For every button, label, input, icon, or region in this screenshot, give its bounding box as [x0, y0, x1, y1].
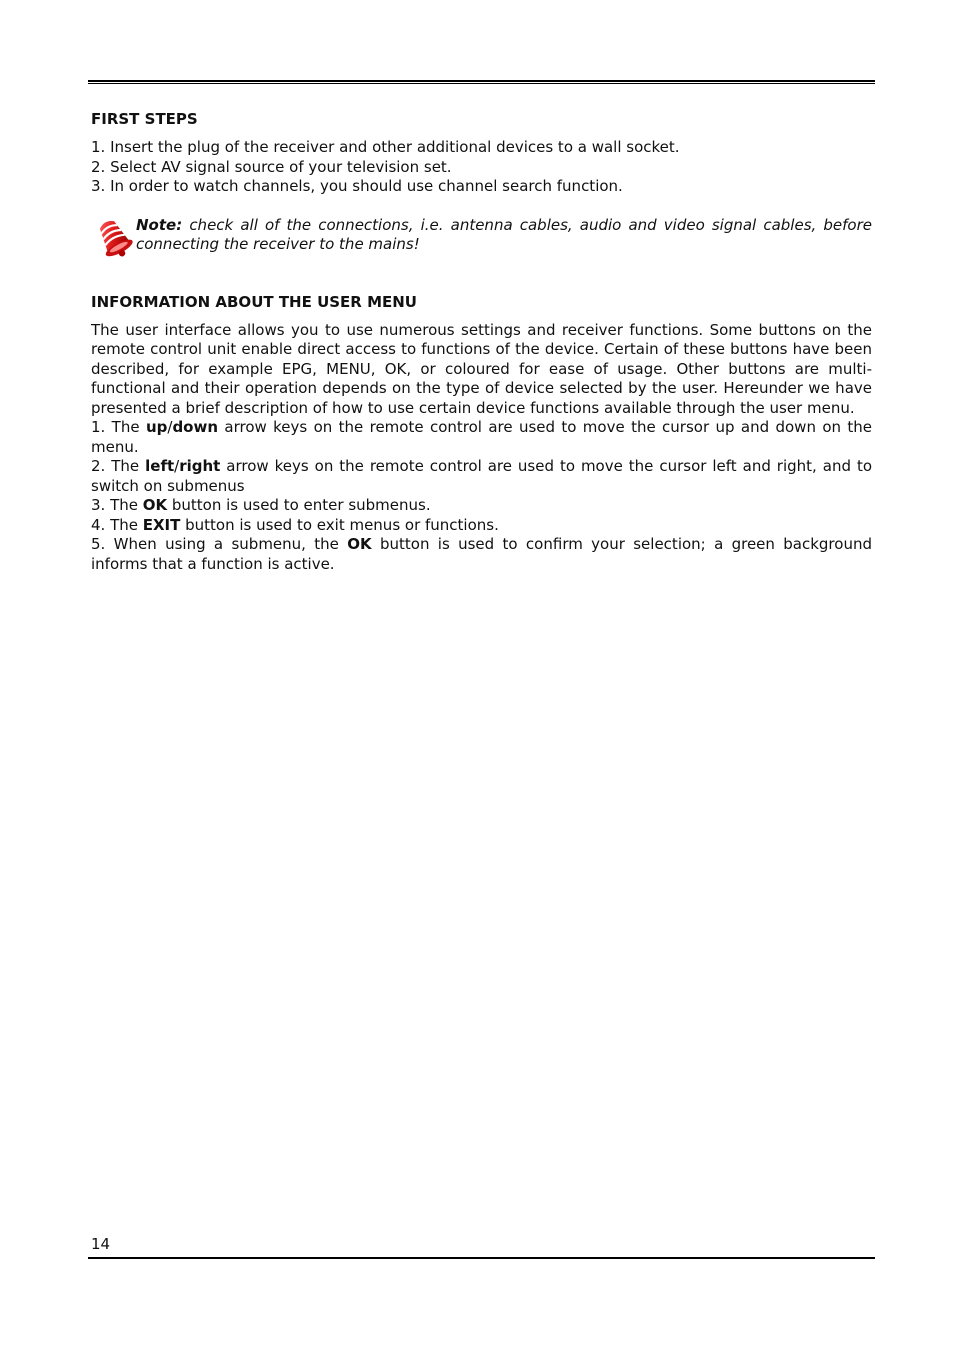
- section-heading-user-menu: INFORMATION ABOUT THE USER MENU: [91, 292, 417, 311]
- key-name: OK: [347, 535, 372, 553]
- list-item: 4. The EXIT button is used to exit menus or functions.: [91, 515, 499, 534]
- user-menu-items: [91, 418, 872, 574]
- user-menu-intro: The user interface allows you to use numerous settings and receiver functions. Some buttons on the remote control unit enable direct access to functions of the device. Certain of these buttons have been described, for example EPG, MENU, OK, or coloured for ease of usage. Other buttons are multi-functional and their operation depends on the type of device selected by the user. Hereunder we have presented a brief description of how to use certain device functions available through the user menu.: [91, 320, 872, 417]
- key-name: right: [179, 457, 221, 475]
- footer-rule: [88, 1257, 875, 1259]
- key-name: down: [172, 418, 219, 436]
- note-label: Note:: [136, 215, 183, 234]
- list-item: 2. The left/right arrow keys on the remote control are used to move the cursor left and right, and to switch on submenus: [91, 457, 873, 495]
- page-content: [91, 109, 872, 574]
- first-steps-list: [91, 138, 872, 197]
- page-number: 14: [91, 1235, 111, 1253]
- key-name: up: [145, 418, 168, 436]
- list-item: 2. Select AV signal source of your television set.: [91, 157, 452, 176]
- list-item: 3. In order to watch channels, you should use channel search function.: [91, 177, 623, 195]
- note-box: [91, 216, 872, 268]
- list-item: 5. When using a submenu, the OK button is used to confirm your selection; a green background informs that a function is active.: [91, 535, 872, 573]
- list-item: 1. Insert the plug of the receiver and other additional devices to a wall socket.: [91, 138, 680, 156]
- note-text: [136, 216, 872, 255]
- key-name: EXIT: [142, 515, 181, 534]
- list-item: 3. The OK button is used to enter submenus.: [91, 496, 431, 514]
- header-rule: [88, 80, 875, 84]
- section-heading-first-steps: FIRST STEPS: [91, 110, 198, 128]
- note-body: check all of the connections, i.e. antenna cables, audio and video signal cables, before connecting the receiver to the mains!: [136, 215, 872, 253]
- bell-icon: [94, 217, 136, 263]
- key-name: left: [145, 457, 175, 475]
- key-name: OK: [142, 496, 168, 514]
- list-item: 1. The up/down arrow keys on the remote control are used to move the cursor up and down on the menu.: [91, 418, 872, 456]
